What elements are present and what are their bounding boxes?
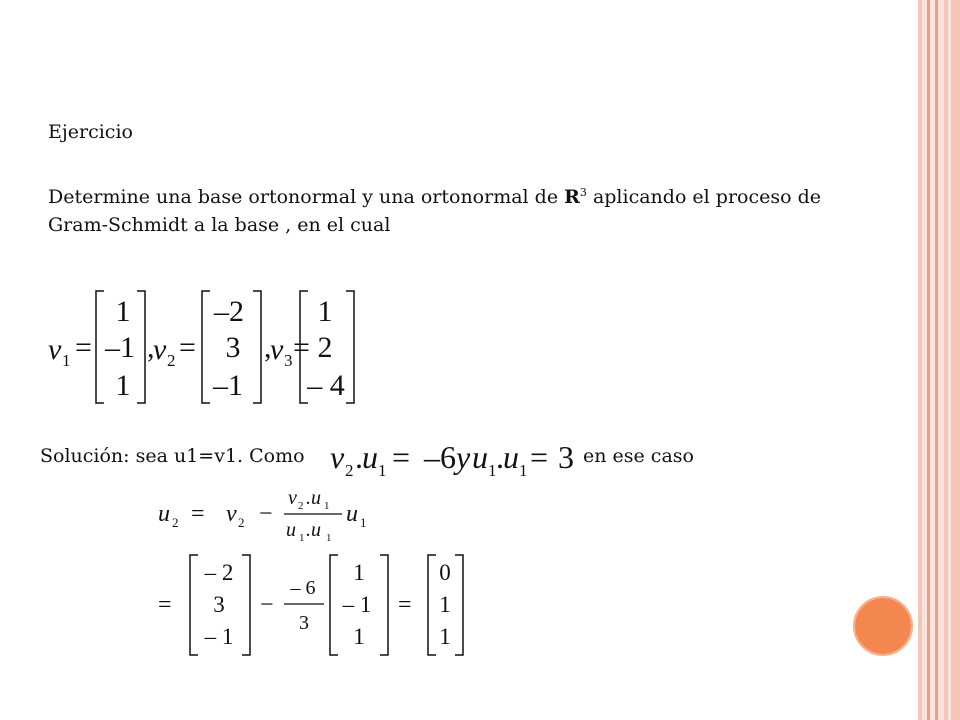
v3-name: v — [270, 333, 284, 366]
v2-left-bracket — [202, 291, 210, 403]
frac-den-u1b-sub: 1 — [326, 532, 332, 544]
statement-line2: Gram-Schmidt a la base , en el cual — [48, 214, 391, 236]
result-entry: 1 — [439, 592, 451, 617]
r-symbol: R — [564, 186, 580, 208]
equals: = — [191, 501, 205, 527]
frac-den-u1b: .u — [306, 519, 321, 541]
v2u1-value: –6 — [424, 439, 456, 475]
connector-y: y — [456, 439, 471, 475]
v1-subscript: 1 — [62, 351, 71, 370]
v1-equals: = — [75, 331, 92, 364]
col1-entry: 3 — [213, 592, 225, 617]
equals: = — [398, 592, 412, 618]
v2-entry: 3 — [225, 331, 241, 364]
v2-sub: 2 — [238, 515, 245, 530]
col2-entry: – 1 — [342, 592, 372, 617]
v3-right-bracket — [346, 291, 354, 403]
r-exponent: 3 — [579, 186, 587, 199]
gram-schmidt-computation — [158, 552, 478, 660]
vectors-equation — [40, 285, 370, 410]
stripe-line-3 — [948, 0, 951, 720]
col2-entry: 1 — [353, 560, 365, 585]
col1-entry: – 2 — [204, 560, 234, 585]
v3-entry: – 4 — [307, 369, 345, 402]
circle-shape — [855, 598, 911, 654]
equals: = — [392, 439, 411, 475]
inner-products-formula — [330, 436, 580, 486]
decorative-stripes — [916, 0, 960, 720]
stripe-light — [922, 0, 944, 720]
u1-symbol: u — [503, 439, 519, 475]
u1-sub: 1 — [360, 515, 367, 530]
v3-equals: = — [293, 331, 310, 364]
stripe-outer-left — [918, 0, 922, 720]
result-entry: 1 — [439, 624, 451, 649]
stripe-outer-right — [944, 0, 960, 720]
statement-line1-post: aplicando el proceso de — [586, 186, 822, 208]
v3-entry: 1 — [317, 295, 333, 328]
exercise-heading: Ejercicio — [48, 121, 133, 143]
result-right-bracket — [455, 555, 463, 655]
decorative-circle — [850, 595, 916, 657]
col1-left-bracket — [190, 555, 198, 655]
col2-right-bracket — [380, 555, 388, 655]
v1-name: v — [48, 333, 62, 366]
dot: . — [355, 439, 363, 475]
minus: − — [260, 592, 274, 618]
coef-numerator: – 6 — [290, 577, 316, 599]
u1-symbol: u — [472, 439, 488, 475]
u1-symbol: u — [362, 439, 378, 475]
stripe-line-1 — [927, 0, 930, 720]
solution-continuation: en ese caso — [583, 445, 694, 467]
v2-symbol: v — [226, 501, 237, 527]
comma: , — [147, 331, 155, 364]
v2-equals: = — [179, 331, 196, 364]
u1u1-value: 3 — [558, 439, 574, 475]
v1-entry: 1 — [115, 369, 131, 402]
u1-sub: 1 — [519, 461, 528, 480]
v1-entry: –1 — [105, 331, 135, 364]
v3-subscript: 3 — [284, 351, 293, 370]
frac-den-u1-sub: 1 — [299, 532, 305, 544]
v3-entry: 2 — [317, 331, 333, 364]
frac-num-v2-sub: 2 — [298, 500, 304, 512]
minus: − — [259, 501, 273, 527]
gram-schmidt-formula — [158, 484, 388, 544]
comma: , — [264, 331, 272, 364]
dot: . — [496, 439, 504, 475]
v2-right-bracket — [253, 291, 261, 403]
u2-symbol: u — [158, 501, 170, 527]
v1-left-bracket — [96, 291, 104, 403]
col2-entry: 1 — [353, 624, 365, 649]
v2-entry: –1 — [213, 369, 243, 402]
equals: = — [530, 439, 549, 475]
v2-symbol: v — [330, 439, 345, 475]
v2-sub: 2 — [345, 461, 354, 480]
frac-num-v2: v — [288, 487, 297, 509]
frac-num-u1: .u — [306, 487, 321, 509]
result-left-bracket — [428, 555, 436, 655]
col1-right-bracket — [242, 555, 250, 655]
v1-right-bracket — [137, 291, 145, 403]
statement-line1-pre: Determine una base ortonormal y una ortonormal de — [48, 186, 565, 208]
frac-den-u1: u — [286, 519, 296, 541]
stripe-line-2 — [935, 0, 938, 720]
col1-entry: – 1 — [204, 624, 234, 649]
u1-symbol: u — [346, 501, 358, 527]
v2-entry: –2 — [214, 295, 244, 328]
v2-name: v — [153, 333, 167, 366]
solution-intro: Solución: sea u1=v1. Como — [40, 445, 305, 467]
col2-left-bracket — [330, 555, 338, 655]
frac-num-u1-sub: 1 — [324, 500, 330, 512]
equals: = — [158, 592, 172, 618]
problem-statement — [48, 179, 821, 239]
v2-subscript: 2 — [167, 351, 176, 370]
coef-denominator: 3 — [299, 612, 309, 634]
u1-sub: 1 — [488, 461, 497, 480]
u2-sub: 2 — [172, 515, 179, 530]
v1-entry: 1 — [115, 295, 131, 328]
result-entry: 0 — [439, 560, 451, 585]
u1-sub: 1 — [378, 461, 387, 480]
